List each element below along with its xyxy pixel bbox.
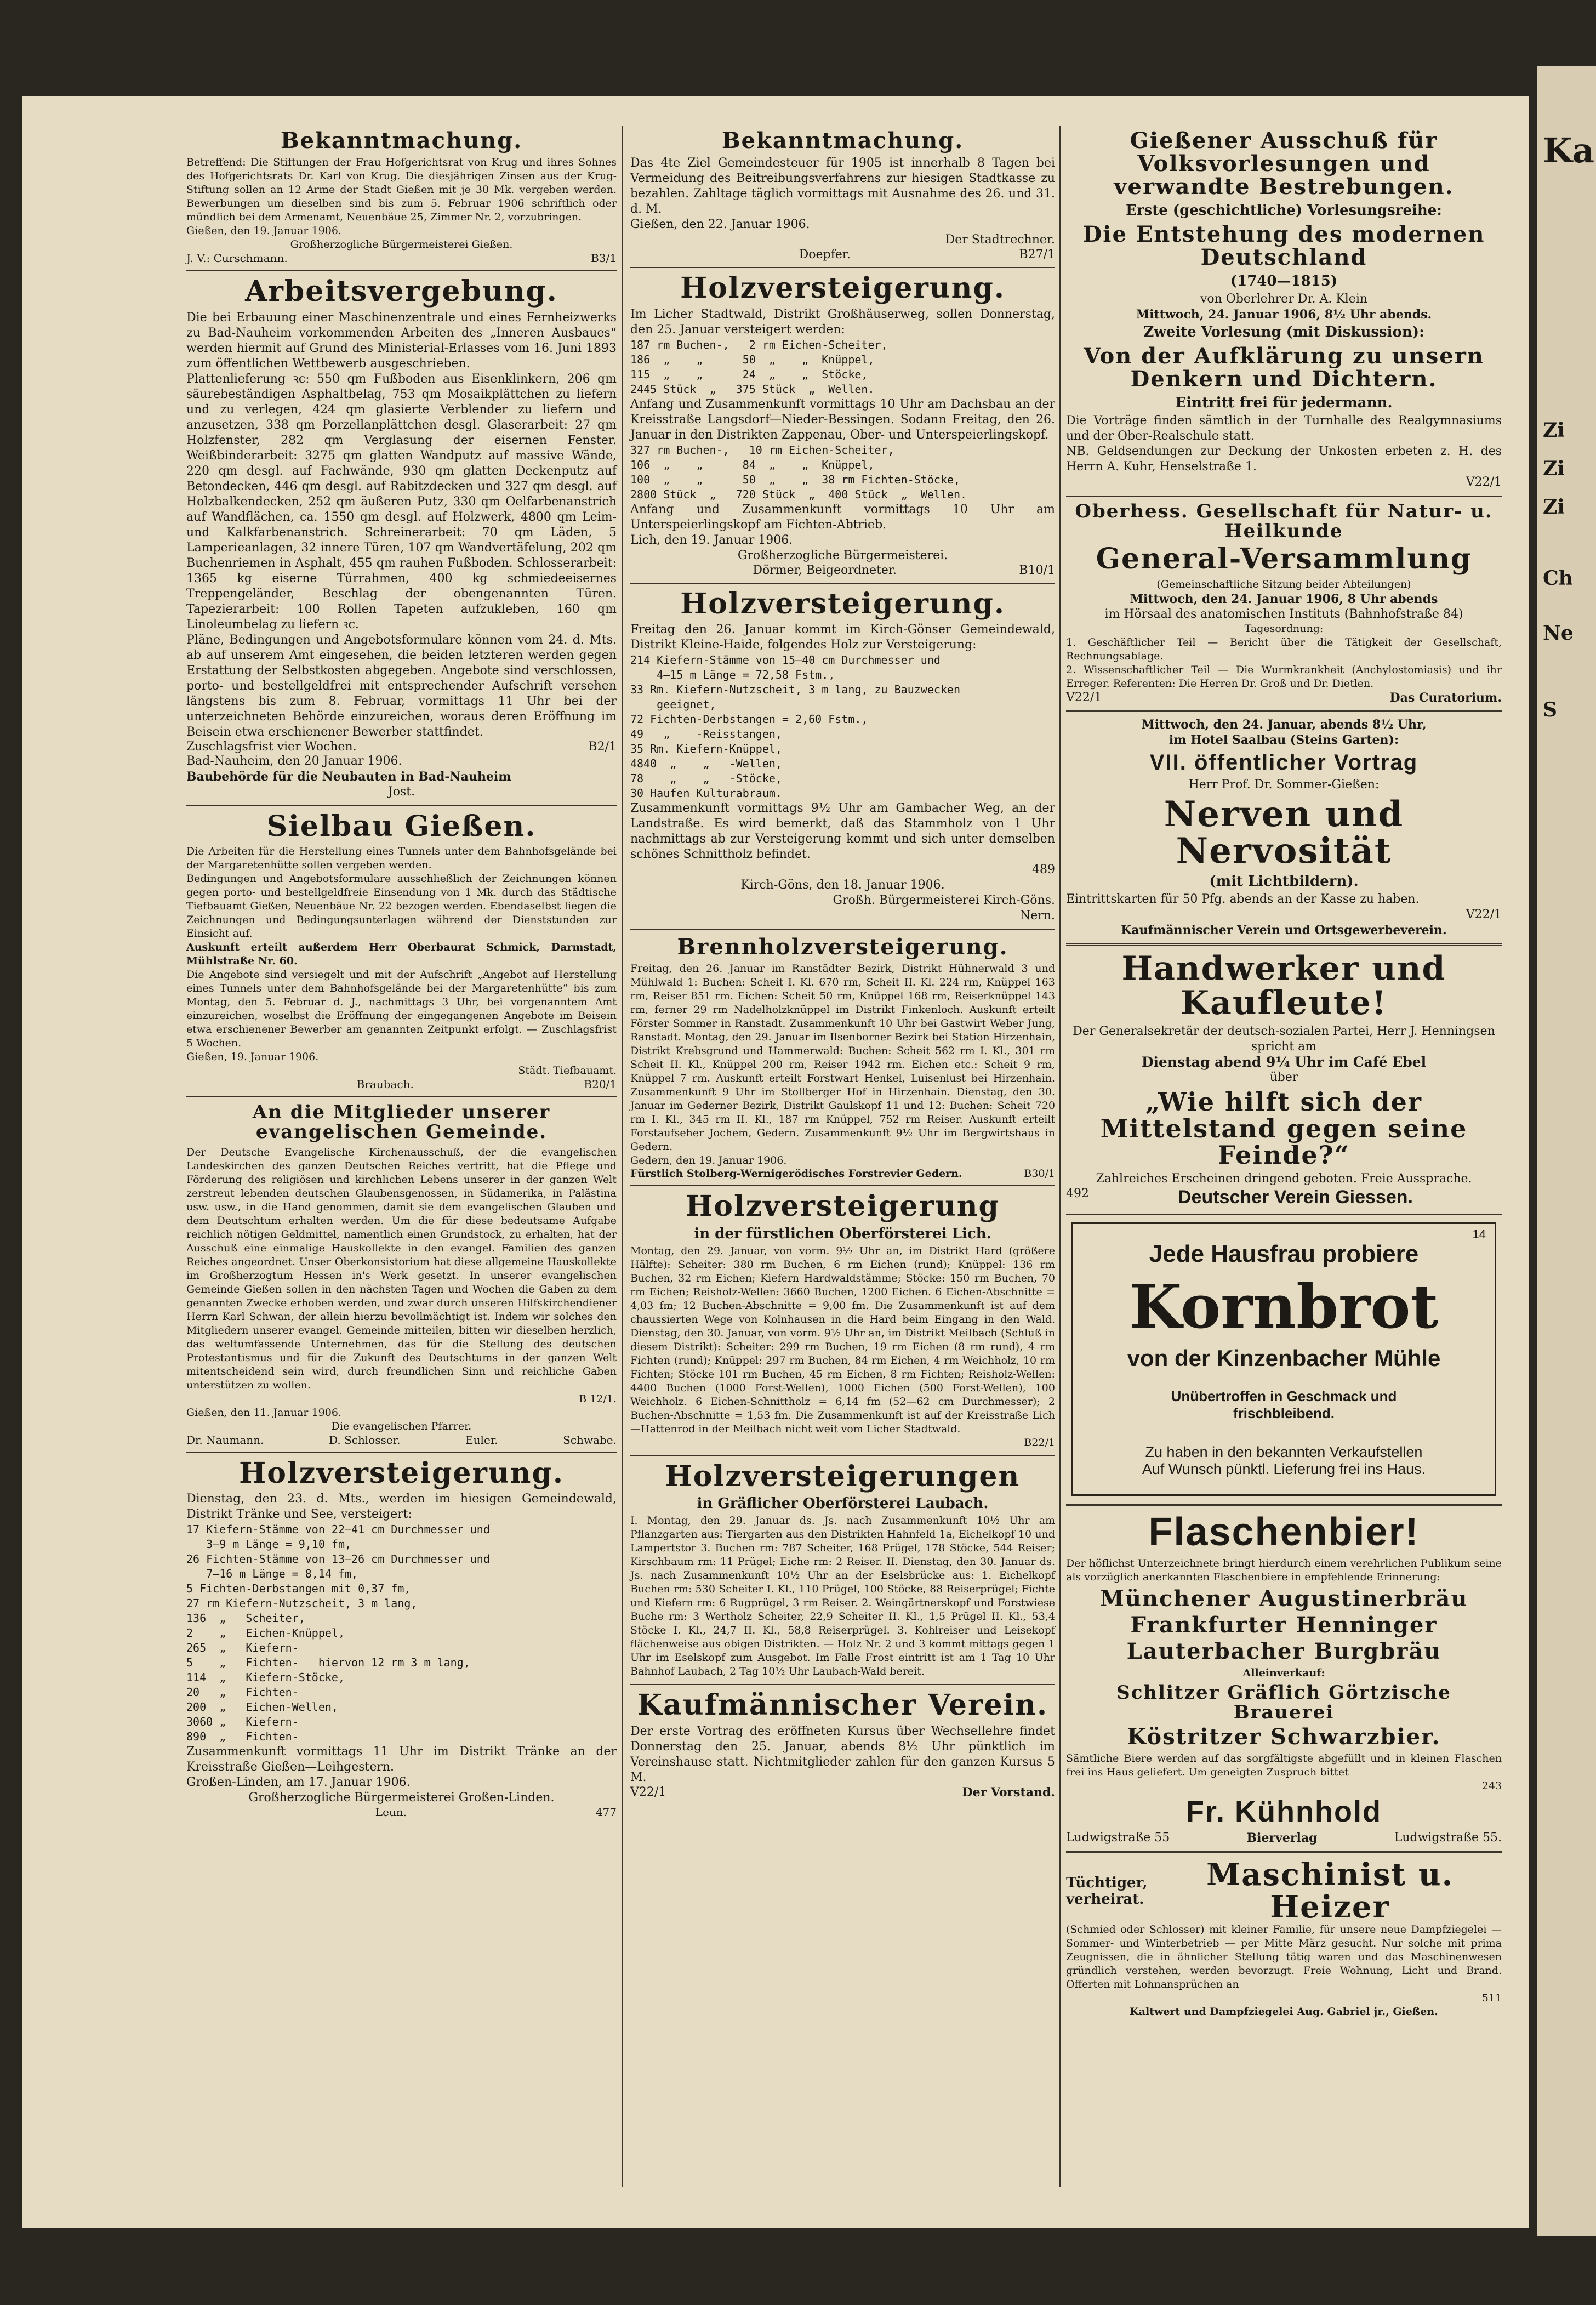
divider [630,1185,1055,1186]
beer-name: Schlitzer Gräflich Görtzische Brauerei [1116,1681,1451,1723]
ad-title: Oberhess. Gesellschaft für Natur- u. Heilkunde [1075,500,1493,542]
ad-title: Arbeitsvergebung. [245,275,558,308]
ad-text: I. Montag, den 29. Januar ds. Js. nach Zusammenkunft 10½ Uhr am Pflanzgarten aus: Tiergarten aus den Distrikten Hahnfeld 1a, Eichelkopf 10 und Lampertstor 3. Buchen rm: 787 Scheiter, 168 Prügel, 178 Stöcke, 544 Reiser; Kirschbaum rm: 11 Prügel; Eiche rm: 2 Reiser. II. Dienstag, den 30. Januar ds. Js. nach Zusammenkunft 10½ Uhr an der Eselsbrücke aus: 1. Eichelkopf Buchen rm: 530 Scheiter I. Kl., 110 Prügel, 100 Stöcke, 88 Reiserprügel; Fichte und Kiefern rm: 6 Rugprügel, 3 rm Reiser. 2. Weingärtnerskopf und Forstwiese Buche rm: 3 Wertholz Scheiter, 22,9 Scheiter II. Kl., 1,5 Prügel II. Kl., 53,4 Stöcke I. Kl., 24,7 II. Kl., 58,8 Reiserprügel. 3. Kohlreiser und Leisekopf flächenweise aus obigen Distrikten. — Holz Nr. 2 und 3 kommt mittags gegen 1 Uhr im Eselskopf zum Ausgebot. Im Falle Frost eintritt ist am 1 Tag 10 Uhr Bahnhof Laubach, 2 Tag 10½ Uhr Laubach-Wald bereit. [630,1515,1055,1678]
ad-title: Holzversteigerung. [680,587,1005,621]
ad-text: Der Deutsche Evangelische Kirchenausschuß, der die evangelischen Landeskirchen des ganzen Deutschen Reiches vertritt, hat die Pflege und Förderung des religiösen und kirchlichen Lebens unserer in der ganzen Welt zerstreut lebenden deutschen Glaubensgenossen, in Südamerika, in Palästina usw. usw., in die Hand genommen, damit sie dem evangelischen Glauben und dem Deutschtum erhalten werden. Um die für diese bedeutsame Aufgabe reichlich nötigen Geldmittel, namentlich einen Grundstock, zu erhalten, hat der Ausschuß eine einmalige Hauskollekte in den evangel. Familien des ganzen Reiches angeordnet. Unser Oberkonsistorium hat diese allgemeine Hauskollekte im Großherzogtum Hessen in's Werk gesetzt. In unserer evangelischen Gemeinde Gießen sollen in den nächsten Tagen und Wochen die Gaben zu dem genannten Zwecke erhoben werden, und zwar durch unseren Hilfskirchendiener Herrn Karl Schwan, der allein hierzu bevollmächtigt ist. Indem wir solches den Mitgliedern unserer evangel. Gemeinde mitteilen, bitten wir dieselben herzlich, das weltumfassende Unternehmen, das für die Stellung des deutschen Protestantismus und für die Zukunft des Deutschtums in der ganzen Welt mitentscheidend sein wird, durch freundlichen Sinn und reichliche Gaben unterstützen zu wollen. [186,1146,617,1391]
ad-signature: Baubehörde für die Neubauten in Bad-Nauheim [186,769,511,784]
next-page-edge [1537,66,1596,2236]
ad-code: 477 [595,1806,617,1819]
ad-code: B20/1 [584,1078,617,1091]
ad-date: Gießen, den 11. Januar 1906. [186,1406,341,1419]
ad-signature: Die evangelischen Pfarrer. [331,1420,472,1432]
ad-text: Plattenlieferung ꝛc: 550 qm Fußboden aus Eisenklinkern, 206 qm säurebeständigen Asphaltbelag, 753 qm Mosaikplättchen zu liefern und zu verlegen, 424 qm glasierte Verblender zu liefern und anzusetzen, 338 qm Porzellanplättchen desgl. Glaserarbeit: 27 qm Holzfenster, 282 qm Verglasung der eisernen Fenster. Weißbinderarbeit: 3275 qm glatten Wandputz auf massive Wände, 220 qm desgl. auf Fachwände, 930 qm glatten Deckenputz auf Betondecken, 446 qm desgl. auf Rabitzdecken und 327 qm desgl. auf Holzbalkendecken, 252 qm äußeren Putz, 330 qm Oelfarbenanstrich auf Wandflächen, ca. 1550 qm desgl. auf Holzwerk, 4800 qm Leim- und Kalkfarbenanstrich. Schreinerarbeit: 70 qm Läden, 5 Lamperieanlagen, 32 innere Türen, 107 qm Wandvertäfelung, 202 qm Buchenriemen in Asphalt, 455 qm rauhen Fußboden. Schlosserarbeit: 1365 kg eiserne Türrahmen, 400 kg schmiedeeisernes Treppengeländer, Beschlag der obengenannten Türen. Tapezierarbeit: 100 Rollen Tapeten aufzukleben, 160 qm Linoleumbelag zu liefern ꝛc. [186,372,617,631]
ad-topic: Nerven und Nervosität [1164,793,1404,872]
ad-holzversteigerung-lich [630,271,1055,577]
divider [1066,496,1502,497]
wood-list-line: 214 Kiefern-Stämme von 15—40 cm Durchmesser und [630,653,941,667]
ad-address: Ludwigstraße 55 [1066,1830,1170,1845]
pastor-name: D. Schlosser. [329,1433,401,1447]
edge-text: Zi [1543,419,1565,442]
ad-signature: Deutscher Verein Giessen. [1178,1187,1413,1208]
ad-text: über [1269,1071,1298,1085]
wood-list-line: 17 Kiefern-Stämme von 22—41 cm Durchmesser und [186,1523,490,1536]
wood-list-line: 5 „ Fichten- hiervon 12 rm 3 m lang, [186,1656,470,1670]
ad-maschinist-heizer [1066,1856,1502,2019]
ad-date: Mittwoch, den 24. Januar, abends 8½ Uhr, [1141,717,1427,732]
ad-date: Gießen, den 19. Januar 1906. [186,225,341,237]
ad-signature: Großherzogliche Bürgermeisterei Gießen. [290,238,513,251]
ad-address: Ludwigstraße 55. [1394,1830,1502,1845]
ad-subtitle: in der fürstlichen Oberförsterei Lich. [694,1225,991,1242]
edge-text: Ch [1543,567,1573,590]
wood-list-line: 20 „ Fichten- [186,1686,299,1699]
ad-text: Montag, den 29. Januar, von vorm. 9½ Uhr an, im Distrikt Hard (größere Hälfte): Scheiter: 380 rm Buchen, 6 rm Eichen (rund); Knüppel: 136 rm Buchen, 32 rm Eichen; Kiefern Hardwaldstämme; Stöcke: 150 rm Buchen, 70 rm Eichen; Reisholz-Wellen: 3660 Buchen, 1200 Eichen. 6 Eichen-Abschnitte = 4,03 fm; 12 Buchen-Abschnitte = 9,00 fm. Die Zusammenkunft ist auf dem chaussierten Wege von Kolnhausen in die Hard beim Eingang in den Wald. Dienstag, den 30. Januar, von vorm. 9½ Uhr an, im Distrikt Meilbach (Schluß in diesem Distrikt): Scheiter: 299 rm Buchen, 19 rm Eichen (8 rm rund), 4 rm Fichten (rund); Knüppel: 297 rm Buchen, 84 rm Eichen, 4 rm Weichholz, 10 rm Fichten; Stöcke 101 rm Buchen, 45 rm Eichen, 8 rm Fichten; Reisholz-Wellen: 4400 Buchen (1000 Forst-Wellen), 1000 Eichen (500 Forst-Wellen), 100 Weichholz. 6 Eichen-Schnittholz = 6,14 fm (52—62 cm Durchmesser); 2 Buchen-Abschnitte = 1,53 fm. Die Zusammenkunft ist auf der Kreisstraße Lich—Hattenrod in der Meilbach nicht weit vom Licher Stadtwald. [630,1244,1055,1435]
ad-signature: Kaufmännischer Verein und Ortsgewerbeverein. [1121,923,1447,938]
wood-list-line: 78 „ „ -Stöcke, [630,772,782,786]
wood-list-line: 115 „ „ 24 „ „ Stöcke, [630,367,868,381]
wood-list-line: 72 Fichten-Derbstangen = 2,60 Fstm., [630,713,868,726]
divider [186,805,617,806]
ad-date: Bad-Nauheim, den 20 Januar 1906. [186,754,402,768]
ad-code: 489 [1032,863,1055,877]
divider [1066,943,1502,946]
ad-evangelische-gemeinde [186,1103,617,1446]
ad-signature: J. V.: Curschmann. [186,252,288,265]
ad-brennholzversteigerung [630,936,1055,1180]
newspaper-page [22,96,1529,2228]
edge-text: Zi [1543,496,1565,519]
ad-title: Bekanntmachung. [280,128,523,153]
ad-signature: Der Vorstand. [962,1785,1055,1800]
divider [1066,1851,1502,1853]
ad-kornbrot [1071,1222,1496,1496]
ad-sielbau [186,809,617,1091]
wood-list-line: 200 „ Eichen-Wellen, [186,1700,338,1714]
ad-holzversteigerung-linden [186,1456,617,1819]
ad-signature: Braubach. [356,1078,414,1091]
column-rule [622,126,623,2187]
ad-text: Sämtliche Biere werden auf das sorgfältigste abgefüllt und in kleinen Flaschen frei ins Haus geliefert. Um geneigten Zuspruch bittet [1066,1752,1502,1779]
beer-name: Lauterbacher Burgbräu [1126,1638,1441,1664]
wood-list-line: 136 „ Scheiter, [186,1612,305,1625]
ad-date: Mittwoch, 24. Januar 1906, 8½ Uhr abends. [1136,308,1432,322]
ad-entry: Eintritt frei für jedermann. [1175,395,1393,411]
divider [630,1684,1055,1685]
ad-title: Handwerker und Kaufleute! [1121,949,1446,1023]
wood-list-line: 7—16 m Länge = 8,14 fm, [186,1567,358,1581]
ad-bekanntmachung-krug [186,129,617,265]
wood-list-line: 4840 „ „ -Wellen, [630,757,782,771]
ad-signature: Großherzogliche Bürgermeisterei Großen-Linden. [248,1791,555,1805]
ad-speaker: Herr Prof. Dr. Sommer-Gießen: [1188,777,1380,792]
ad-code: 511 [1481,1992,1502,2005]
ad-text: Der Generalsekretär der deutsch-sozialen Partei, Herr J. Henningsen spricht am [1073,1025,1495,1054]
wood-list-line: 2800 Stück „ 720 Stück „ 400 Stück „ Wellen. [630,487,967,501]
ad-agenda-label: Tagesordnung: [1244,622,1324,635]
ad-text: Pläne, Bedingungen und Angebotsformulare können vom 24. d. Mts. ab auf unserem Amt eingesehen, die beiden letzteren werden gegen Erstattung der Selbstkosten abgegeben. Angebote sind verschlossen, porto- und bestellgeldfrei mit entsprechender Aufschrift versehen längstens bis zum 8. Februar, vormittags 11 Uhr bei der unterzeichneten Behörde einzureichen, woraus deren Eröffnung im Beisein etwa erschienener Bewerber stattfindet. [186,633,617,739]
ad-line: Auf Wunsch pünktl. Lieferung frei ins Haus. [1142,1461,1426,1478]
ad-text: (Schmied oder Schlosser) mit kleiner Familie, für unsere neue Dampfziegelei — Sommer- und Winterbetrieb — per Mitte März gesucht. Nur solche mit prima Zeugnissen, die in ähnlicher Stellung tätig waren und das Maschinenwesen gründlich verstehen, werden bevorzugt. Freie Wohnung, Licht und Brand. Offerten mit Lohnansprüchen an [1066,1923,1502,1991]
ad-intro: Dienstag, den 23. d. Mts., werden im hiesigen Gemeindewald, Distrikt Tränke und See, versteigert: [186,1492,617,1522]
divider [186,1452,617,1453]
ad-text: Auskunft erteilt außerdem Herr Oberbaurat Schmick, Darmstadt, Mühlstraße Nr. 60. [186,941,617,967]
edge-text: Zi [1543,457,1565,480]
ad-holzversteigerung-kirch-goens [630,589,1055,924]
wood-list-line: 49 „ -Reisstangen, [630,727,782,741]
ad-signature: Nern. [1020,909,1055,923]
ad-signature: Fürstlich Stolberg-Wernigerödisches Forstrevier Gedern. [630,1168,962,1180]
wood-list-line: 186 „ „ 50 „ „ Knüppel, [630,352,875,366]
beer-name: Münchener Augustinerbräu [1099,1585,1468,1612]
ad-date: Gießen, 19. Januar 1906. [186,1051,319,1063]
divider [186,1096,617,1097]
ad-code: V22/1 [630,1785,666,1799]
ad-sub: (Gemeinschaftliche Sitzung beider Abteilungen) [1156,578,1411,590]
edge-text: Ka [1543,130,1595,170]
pastor-name: Schwabe. [563,1433,617,1447]
ad-topic: Die Entstehung des modernen Deutschland [1082,221,1485,270]
ad-text: Das 4te Ziel Gemeindesteuer für 1905 ist innerhalb 8 Tagen bei Vermeidung des Beitreibungsverfahrens zur hiesigen Stadtkasse zu bezahlen. Zahltage täglich vormittags mit Ausnahme des 26. und 31. d. M. [630,156,1055,216]
column-3 [1066,126,1502,2019]
wood-list-line: geeignet, [630,698,716,712]
ad-title: Sielbau Gießen. [266,809,537,843]
ad-holzversteigerung-oberfoersterei-lich [630,1192,1055,1450]
ad-title: Holzversteigerung. [680,271,1005,305]
ad-title: VII. öffentlicher Vortrag [1149,750,1418,775]
wood-list-line: 4—15 m Länge = 72,58 Fstm., [630,668,835,682]
ad-code: B22/1 [1024,1436,1055,1449]
ad-signature: Das Curatorium. [1389,690,1502,705]
ad-line: von der Kinzenbacher Mühle [1127,1345,1441,1371]
ad-name: Fr. Kühnhold [1186,1795,1382,1829]
ad-text: Dienstag abend 9¼ Uhr im Café Ebel [1141,1054,1427,1071]
ad-pre: Tüchtiger, verheirat. [1066,1874,1148,1908]
ad-code: B 12/1. [579,1392,617,1405]
ad-label: Alleinverkauf: [1242,1666,1325,1679]
pastor-name: Euler. [465,1433,498,1447]
ad-text: Zahlreiches Erscheinen dringend geboten. Freie Aussprache. [1096,1172,1472,1186]
wood-list-line: 27 rm Kiefern-Nutzscheit, 3 m lang, [186,1597,418,1610]
ad-text: Zusammenkunft vormittags 9½ Uhr am Gambacher Weg, an der Landstraße. Es wird bemerkt, daß das Stammholz von 1 Uhr nachmittags ab zur Versteigerung kommt und sich unter demselben schönes Schnittholz befindet. [630,801,1055,862]
ad-flaschenbier [1066,1512,1502,1845]
ad-date: Lich, den 19. Januar 1906. [630,533,793,547]
ad-text: Anfang und Zusammenkunft vormittags 10 Uhr am Dachsbau an der Kreisstraße Langsdorf—Nieder-Bessingen. Sodann Freitag, den 26. Januar in den Distrikten Zappenau, Ober- und Unterspeierlingskopf. [630,397,1055,442]
ad-years: (1740—1815) [1230,273,1338,289]
ad-text: Freitag, den 26. Januar im Ranstädter Bezirk, Distrikt Hühnerwald 3 und Mühlwald 1: Buchen: Scheit I. Kl. 670 rm, Scheit II. Kl. 224 rm, Knüppel 163 rm, Reiser 851 rm. Eichen: Scheit 50 rm, Knüppel 168 rm, Reiserknüppel 143 rm, ferner 29 rm Nadelholzknüppel im Distrikt Finkenloch. Auskunft erteilt Förster Sommer in Ranstadt. Zusammenkunft 10 Uhr bei Gastwirt Weber Jung, Ranstadt. Montag, den 29. Januar im Ilsenborner Bezirk bei Station Hirzenhain, Distrikt Krebsgrund und Hammerwald: Buchen: Scheit 562 rm I. Kl., 301 rm Scheit II. Kl., Knüppel 200 rm, Reiser 1942 rm. Eichen etc.: Scheit 9 rm, Knüppel 7 rm. Auskunft erteilt Forstwart Henkel, Luisenlust bei Hirzenhain. Zusammenkunft 9 Uhr im Stollberger Hof in Hirzenhain. Dienstag, den 30. Januar im Gederner Bezirk, Distrikt Gaulskopf 11 und 12: Buchen: Scheit 720 rm I. Kl., 345 rm II. Kl., 187 rm Knüppel, 752 rm Reiser. Auskunft erteilt Forstaufseher Jochem, Gedern. Zusammenkunft 9½ Uhr im Bergwirtshaus in Gedern. [630,963,1055,1153]
ad-bekanntmachung-steuer [630,129,1055,261]
ad-signature: Großherzogliche Bürgermeisterei. [737,548,948,562]
ad-oeffentlicher-vortrag [1066,717,1502,938]
ad-title: Bekanntmachung. [721,128,964,153]
ad-date: Gedern, den 19. Januar 1906. [630,1154,787,1167]
wood-list-line: 30 Haufen Kulturabraum. [630,787,782,800]
ad-line: Zu haben in den bekannten Verkaufstellen [1145,1444,1423,1461]
ad-signature: Jost. [387,784,415,799]
ad-title: Holzversteigerung. [239,1456,564,1490]
ad-text: Betreffend: Die Stiftungen der Frau Hofgerichtsrat von Krug und ihres Sohnes des Hofgerichtsrats Dr. Karl von Krug. Die diesjährigen Zinsen aus der Krug-Stiftung sollen an 12 Arme der Stadt Gießen mit je 30 Mk. vergeben werden. Bewerbungen um dieselben sind bis zum 5. Februar 1906 schriftlich oder mündlich bei dem Armenamt, Neuenbäue 25, Zimmer Nr. 2, vorzubringen. [186,156,617,223]
ad-title: Holzversteigerungen [665,1459,1021,1493]
ad-volksvorlesungen [1066,129,1502,490]
ad-note: NB. Geldsendungen zur Deckung der Unkosten erbeten z. H. des Herrn A. Kuhr, Henselstraße 1. [1066,445,1502,474]
wood-list-line: 114 „ Kiefern-Stöcke, [186,1671,345,1684]
beer-name: Frankfurter Henninger [1130,1612,1438,1638]
ad-text: Die Vorträge finden sämtlich in der Turnhalle des Realgymnasiums und der Ober-Realschule statt. [1066,414,1502,443]
edge-text: S [1543,698,1557,721]
ad-speaker: von Oberlehrer Dr. A. Klein [1200,292,1368,306]
wood-list-line: 26 Fichten-Stämme von 13—26 cm Durchmesser und [186,1552,490,1566]
ad-code: V22/1 [1466,908,1502,922]
divider [630,267,1055,268]
ad-title: Kaufmännischer Verein. [637,1688,1048,1722]
ad-text: Die Arbeiten für die Herstellung eines Tunnels unter dem Bahnhofsgelände bei der Margaretenhütte sollen vergeben werden. [186,845,617,872]
ad-lecture-title: Von der Aufklärung zu unsern Denkern und Dichtern. [1084,343,1484,392]
ad-date: Mittwoch, den 24. Januar 1906, 8 Uhr abends [1130,591,1438,606]
ad-agenda-item: 2. Wissenschaftlicher Teil — Die Wurmkrankheit (Anchylostomiasis) und ihr Erreger. Referenten: Die Herren Dr. Groß und Dr. Dietlen. [1066,663,1502,690]
ad-arbeitsvergebung [186,277,617,800]
ad-place: im Hörsaal des anatomischen Instituts (Bahnhofstraße 84) [1104,607,1463,621]
divider [630,1455,1055,1456]
ad-holzversteigerungen-laubach [630,1459,1055,1679]
ad-text: Die Angebote sind versiegelt und mit der Aufschrift „Angebot auf Herstellung eines Tunnels unter dem Bahnhofsgelände bei der Margaretenhütte“ bis zum Montag, den 5. Februar d. J., nachmittags 3 Uhr, bei vorgenanntem Amt einzureichen, woselbst die Eröffnung der eingegangenen Angebote im Beisein etwa erschienener Bewerber am genannten Zeitpunkt erfolgt. — Zuschlagsfrist 5 Wochen. [186,969,617,1050]
ad-topic: „Wie hilft sich der Mittelstand gegen seine Feinde?“ [1100,1087,1468,1170]
ad-title: Holzversteigerung [686,1190,1000,1223]
ad-signature: Städt. Tiefbauamt. [518,1065,617,1077]
ad-code: B10/1 [1019,563,1055,577]
ad-headline: General-Versammlung [1096,542,1472,576]
ad-line: Unübertroffen in Geschmack und frischbleibend. [1171,1388,1397,1422]
ad-signature: Doepfer. [799,248,851,261]
ad-agenda-item: 1. Geschäftlicher Teil — Bericht über die Tätigkeit der Gesellschaft, Rechnungsablage. [1066,636,1502,662]
divider [630,929,1055,930]
ad-intro: Freitag den 26. Januar kommt im Kirch-Gönser Gemeindewald, Distrikt Kleine-Haide, folgendes Holz zur Versteigerung: [630,623,1055,652]
ad-signature: Leun. [375,1806,407,1819]
wood-list-line: 2 „ Eichen-Knüppel, [186,1626,345,1640]
ad-handwerker-kaufleute [1066,949,1502,1208]
ad-text: Der höflichst Unterzeichnete bringt hierdurch einem verehrlichen Publikum seine als vorzüglich anerkannten Flaschenbiere in empfehlende Erinnerung: [1066,1557,1502,1583]
ad-title: Maschinist u. Heizer [1206,1856,1454,1925]
column-2 [630,126,1055,1800]
ad-signature: Kaltwert und Dampfziegelei Aug. Gabriel jr., Gießen. [1130,2006,1438,2018]
divider [1066,1504,1502,1506]
pastor-name: Dr. Naumann. [186,1433,264,1447]
ad-kaufmaennischer-verein [630,1688,1055,1800]
wood-list-line: 3060 „ Kiefern- [186,1715,299,1729]
ad-signature: Dörmer, Beigeordneter. [753,563,897,577]
ad-date: Kirch-Göns, den 18. Januar 1906. [740,878,945,892]
ad-address: Bierverlag [1246,1830,1318,1845]
ad-text: Die bei Erbauung einer Maschinenzentrale und eines Fernheizwerks zu Bad-Nauheim vorkommenden Arbeiten des „Inneren Ausbaues“ werden hiermit auf Grund des Ministerial-Erlasses vom 16. Juni 1893 zum öffentlichen Wettbewerb ausgeschrieben. [186,310,617,371]
ad-signature: Der Stadtrechner. [945,233,1055,247]
ad-code: 14 [1472,1227,1486,1242]
ad-code: V22/1 [1066,690,1102,704]
ad-headline: Kornbrot [1129,1271,1439,1342]
ad-text: Zusammenkunft vormittags 11 Uhr im Distrikt Tränke an der Kreisstraße Gießen—Leihgestern. [186,1745,617,1774]
wood-list-line: 327 rm Buchen-, 10 rm Eichen-Scheiter, [630,443,894,457]
ad-text: Der erste Vortrag des eröffneten Kursus über Wechsellehre findet Donnerstag den 25. Januar, abends 8½ Uhr pünktlich im Vereinshause statt. Nichtmitglieder zahlen für den ganzen Kursus 5 M. [630,1724,1055,1784]
divider [630,583,1055,584]
ad-code: B27/1 [1019,248,1055,261]
ad-code: 492 [1066,1187,1089,1201]
wood-list-line: 3—9 m Länge = 9,10 fm, [186,1538,352,1551]
ad-code: V22/1 [1466,475,1502,489]
ad-code: B3/1 [591,252,617,265]
wood-list-line: 35 Rm. Kiefern-Knüppel, [630,742,782,756]
ad-date: Großen-Linden, am 17. Januar 1906. [186,1775,411,1790]
ad-series: Erste (geschichtliche) Vorlesungsreihe: [1126,202,1442,219]
wood-list-line: 265 „ Kiefern- [186,1641,299,1655]
column-rule [1059,126,1061,2187]
ad-title: Flaschenbier! [1148,1510,1420,1555]
ad-title: An die Mitglieder unserer evangelischen Gemeinde. [252,1101,551,1143]
ad-line: Jede Hausfrau probiere [1149,1240,1419,1268]
ad-intro: Im Licher Stadtwald, Distrikt Großhäuserweg, sollen Donnerstag, den 25. Januar versteigert werden: [630,307,1055,337]
ad-zuschlag: Zuschlagsfrist vier Wochen. [186,739,357,754]
ad-oberhess-gesellschaft [1066,502,1502,705]
ad-date: Gießen, den 22. Januar 1906. [630,218,810,231]
divider [186,270,617,271]
ad-code: B2/1 [588,739,617,754]
ad-subtitle: in Gräflicher Oberförsterei Laubach. [697,1495,989,1512]
column-1 [186,126,617,1819]
wood-list-line: 106 „ „ 84 „ „ Knüppel, [630,458,875,471]
wood-list-line: 33 Rm. Kiefern-Nutzscheit, 3 m lang, zu Bauzwecken [630,683,961,697]
divider [1066,710,1502,712]
ad-place: im Hotel Saalbau (Steins Garten): [1168,732,1399,747]
ad-title: Brennholzversteigerung. [677,934,1008,960]
ad-signature: Großh. Bürgermeisterei Kirch-Göns. [833,893,1055,908]
ad-note: (mit Lichtbildern). [1209,873,1359,890]
beer-name: Köstritzer Schwarzbier. [1127,1724,1441,1750]
ad-text: Eintrittskarten für 50 Pfg. abends an der Kasse zu haben. [1066,892,1420,907]
wood-list-line: 890 „ Fichten- [186,1730,299,1744]
wood-list-line: 5 Fichten-Derbstangen mit 0,37 fm, [186,1582,411,1596]
ad-title: Gießener Ausschuß für Volksvorlesungen und verwandte Bestrebungen. [1114,128,1454,200]
divider [1066,1214,1502,1215]
ad-text: Anfang und Zusammenkunft vormittags 10 Uhr am Unterspeierlingskopf am Fichten-Abtrieb. [630,502,1055,532]
ad-code: B30/1 [1024,1168,1055,1180]
edge-text: Ne [1543,622,1574,645]
wood-list-line: 187 rm Buchen-, 2 rm Eichen-Scheiter, [630,338,888,351]
ad-second-lecture: Zweite Vorlesung (mit Diskussion): [1143,324,1424,340]
wood-list-line: 2445 Stück „ 375 Stück „ Wellen. [630,382,875,396]
wood-list-line: 100 „ „ 50 „ „ 38 rm Fichten-Stöcke, [630,473,961,486]
ad-text: Bedingungen und Angebotsformulare ausschließlich der Zeichnungen können gegen porto- und bestellgeldfreie Einsendung von 1 Mk. durch das Städtische Tiefbauamt Gießen, Neuenbäue Nr. 22 bezogen werden. Ebendaselbst liegen die Zeichnungen und Bedingungsunterlagen während der Dienststunden zur Einsicht auf. [186,873,617,940]
ad-code: 243 [1481,1780,1502,1792]
